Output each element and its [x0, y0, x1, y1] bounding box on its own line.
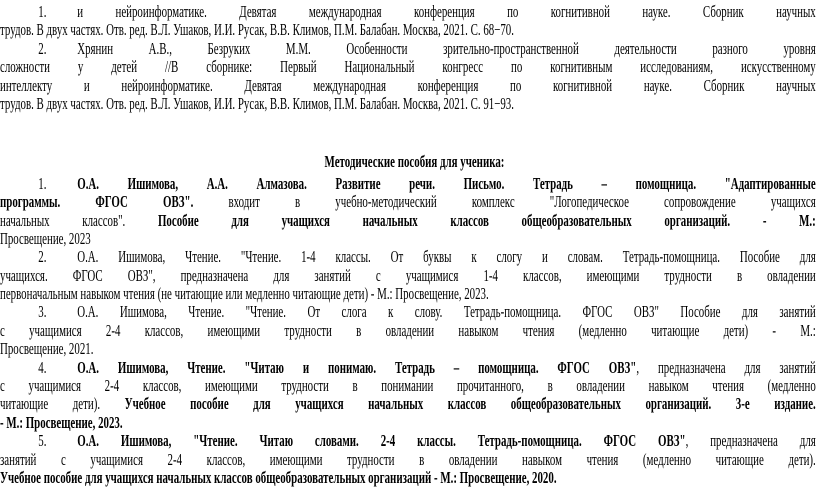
text-line: [0, 3, 816, 21]
text-line: [0, 248, 816, 266]
text-line: [0, 40, 816, 58]
bold-text: Учебное пособие для учащихся начальных классов общеобразовательных организаций. 3-е издание.: [124, 394, 816, 414]
text: начальных классов".: [0, 210, 158, 230]
bold-text: О.А. Ишимова, А.А. Алмазова. Развитие речи. Письмо. Тетрадь – помощница. "Адаптированные: [77, 173, 816, 193]
list-item: [0, 303, 816, 358]
text-line: [0, 193, 816, 211]
text: Просвещение, 2023: [0, 228, 91, 248]
text: с учащимися 2-4 классов, имеющими трудности в понимании прочитанного, в овладении навыком чтения (медленно: [0, 376, 816, 396]
spacer: [0, 113, 816, 153]
text: Хрянин А.В., Безруких М.М. Особенности зрительно-пространственной деятельности разного уровня: [77, 38, 816, 58]
bold-text: Учебное пособие для учащихся начальных классов общеобразовательных организаций - М.: Просвещение, 2020.: [0, 467, 557, 487]
list-number: 2.: [38, 247, 47, 267]
text: трудов. В двух частях. Отв. ред. В.Л. Ушаков, И.И. Русак, В.В. Климов, П.М. Балабан. Москва, 2021. С. 68−70.: [0, 20, 514, 40]
text-line: [0, 77, 816, 95]
text: , предназначена для: [685, 431, 816, 451]
text-line: [0, 340, 816, 358]
text-line: [0, 451, 816, 469]
list-item: [0, 359, 816, 433]
text-line: [0, 21, 816, 39]
list-item: [0, 432, 816, 487]
text-line: [0, 469, 816, 487]
bold-text: программы. ФГОС ОВЗ".: [0, 192, 194, 212]
text-line: [0, 377, 816, 395]
bold-text: О.А. Ишимова, Чтение. "Читаю и понимаю. Тетрадь – помощница. ФГОС ОВЗ": [77, 357, 637, 377]
text: читающие дети).: [0, 394, 125, 414]
list-item: [0, 175, 816, 249]
text: и нейроинформатике. Девятая международная конференция по когнитивной науке. Сборник научных: [77, 2, 816, 21]
bold-text: О.А. Ишимова, "Чтение. Читаю словами. 2-4 классы. Тетрадь-помощница. ФГОС ОВЗ": [77, 431, 686, 451]
list-item: [0, 40, 816, 114]
text-line: [0, 175, 816, 193]
text: входит в учебно-методический комплекс "Логопедическое сопровождение учащихся: [193, 192, 816, 212]
text: трудов. В двух частях. Отв. ред. В.Л. Ушаков, И.И. Русак, В.В. Климов, П.М. Балабан. Москва, 2021. С. 91−93.: [0, 93, 514, 113]
section-heading: Методические пособия для ученика:: [324, 152, 505, 172]
list-item: [0, 248, 816, 303]
text: интеллекту и нейроинформатике. Девятая международная конференция по когнитивной науке. Сборник научных: [0, 75, 816, 95]
text: занятий с учащимися 2-4 классов, имеющими трудности в овладении навыком чтения (медленно читающие дети).: [0, 449, 816, 469]
bold-text: Пособие для учащихся начальных классов общеобразовательных организаций. - М.:: [157, 210, 816, 230]
text-line: [0, 95, 816, 113]
text: О.А. Ишимова, Чтение. "Чтение. От слога к слову. Тетрадь-помощница. ФГОС ОВЗ" Пособие для занятий: [77, 302, 816, 322]
list-number: 1.: [38, 2, 47, 21]
list-number: 1.: [38, 173, 47, 193]
text: сложности у детей //В сборнике: Первый Национальный конгресс по когнитивным исследованиям, искусственному: [0, 57, 816, 77]
document-page: [0, 3, 816, 487]
text-line: [0, 303, 816, 321]
list-item: [0, 3, 816, 40]
text-line: [0, 359, 816, 377]
student-manuals-list: [0, 175, 816, 487]
text-line: [0, 212, 816, 230]
text-line: [0, 414, 816, 432]
text: первоначальным навыком чтения (не читающие или медленно читающие дети) - М.: Просвещение, 2023.: [0, 284, 489, 304]
text-line: [0, 432, 816, 450]
list-number: 5.: [38, 431, 47, 451]
text-line: [0, 267, 816, 285]
text-line: [0, 230, 816, 248]
text-line: [0, 395, 816, 413]
list-number: 2.: [38, 38, 47, 58]
reference-list: [0, 3, 816, 113]
text: учащихся. ФГОС ОВЗ", предназначена для занятий с учащимися 1-4 классов, имеющими трудности в овладении: [0, 265, 816, 285]
text: Просвещение, 2021.: [0, 339, 94, 359]
text-line: [0, 58, 816, 76]
text: , предназначена для занятий: [636, 357, 816, 377]
text-line: [0, 322, 816, 340]
text: О.А. Ишимова, Чтение. "Чтение. 1-4 классы. От буквы к слогу и словам. Тетрадь-помощница. Пособие для: [77, 247, 816, 267]
bold-text: - М.: Просвещение, 2023.: [0, 412, 123, 432]
text: с учащимися 2-4 классов, имеющими трудности в овладении навыком чтения (медленно читающие дети) - М.:: [0, 320, 816, 340]
list-number: 4.: [38, 357, 47, 377]
list-number: 3.: [38, 302, 47, 322]
text-line: [0, 285, 816, 303]
